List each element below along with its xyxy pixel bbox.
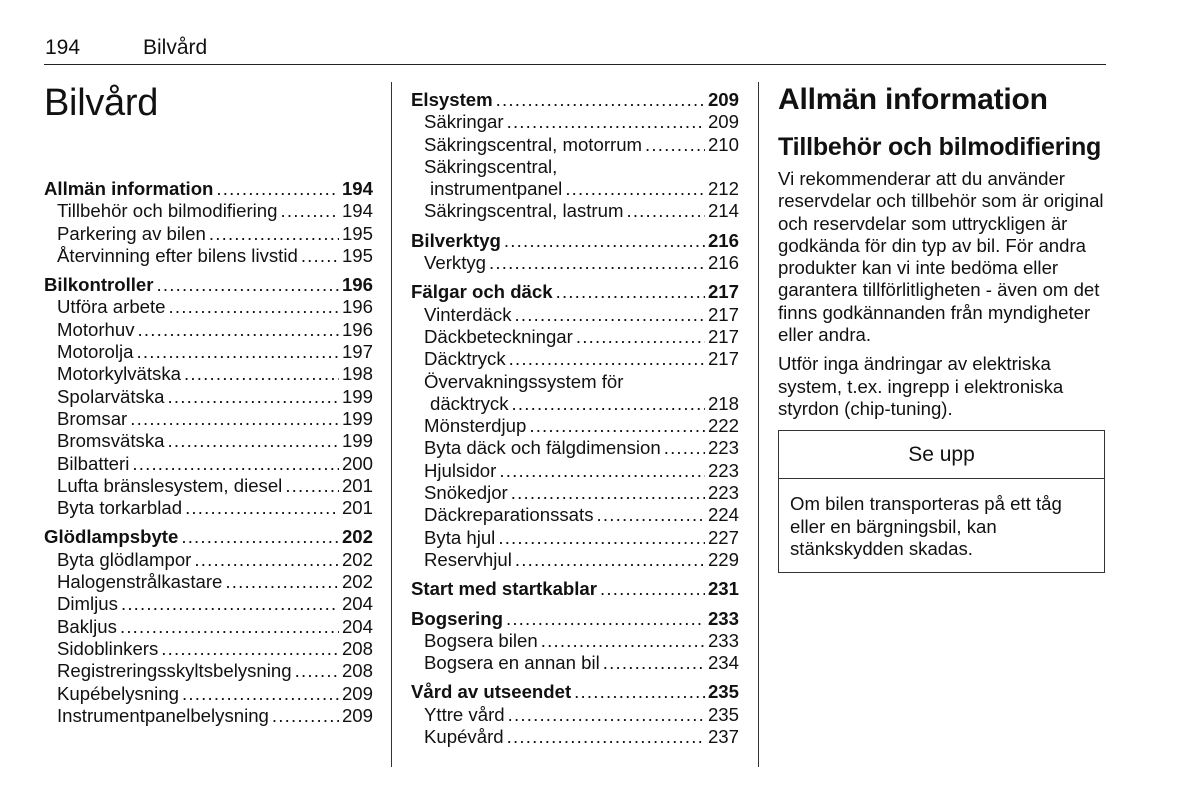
toc-entry bbox=[411, 726, 739, 748]
toc-section-entry bbox=[411, 89, 739, 111]
warning-title: Se upp bbox=[779, 431, 1104, 479]
toc-entry-label: Motorhuv bbox=[57, 318, 135, 340]
toc-page-number: 234 bbox=[707, 652, 739, 674]
toc-page-number: 229 bbox=[707, 548, 739, 570]
toc-entry-label: Glödlampsbyte bbox=[44, 526, 179, 548]
toc-entry bbox=[411, 348, 739, 370]
toc-entry bbox=[411, 527, 739, 549]
dot-leader bbox=[285, 475, 339, 497]
toc-entry-label: Bilkontroller bbox=[44, 274, 154, 296]
toc-page-number: 217 bbox=[707, 325, 739, 347]
toc-entry bbox=[44, 616, 373, 638]
toc-page-number: 204 bbox=[341, 615, 373, 637]
toc-entry bbox=[411, 304, 739, 326]
toc-entry-label: Registreringsskyltsbelysning bbox=[57, 660, 292, 682]
dot-leader bbox=[280, 200, 338, 222]
toc-entry bbox=[44, 319, 373, 341]
toc-entry-label: Säkringscentral, bbox=[424, 155, 558, 177]
toc-page-number: 194 bbox=[341, 200, 373, 222]
toc-entry bbox=[44, 296, 373, 318]
toc-page-number: 218 bbox=[707, 392, 739, 414]
toc-page-number: 209 bbox=[707, 111, 739, 133]
toc-entry-label: Dimljus bbox=[57, 593, 118, 615]
dot-leader bbox=[120, 616, 339, 638]
dot-leader bbox=[574, 681, 705, 703]
dot-leader bbox=[216, 178, 339, 200]
toc-entry-label: Utföra arbete bbox=[57, 296, 166, 318]
content-column bbox=[778, 82, 1108, 573]
toc-entry-label: Start med startkablar bbox=[411, 578, 598, 600]
toc-entry bbox=[411, 200, 739, 222]
dot-leader bbox=[507, 111, 705, 133]
toc-column-middle bbox=[411, 89, 739, 748]
toc-page-number: 201 bbox=[341, 474, 373, 496]
toc-entry bbox=[411, 549, 739, 571]
dot-leader bbox=[600, 578, 705, 600]
toc-entry-label: Motorkylvätska bbox=[57, 363, 181, 385]
dot-leader bbox=[515, 304, 705, 326]
toc-entry-label: Byta hjul bbox=[424, 526, 496, 548]
toc-entry-label: Allmän information bbox=[44, 178, 214, 199]
toc-page-number: 227 bbox=[707, 526, 739, 548]
toc-section-entry bbox=[411, 281, 739, 303]
toc-entry-label: Bilverktyg bbox=[411, 229, 501, 251]
dot-leader bbox=[301, 245, 339, 267]
toc-entry bbox=[44, 660, 373, 682]
dot-leader bbox=[499, 460, 705, 482]
toc-entry bbox=[411, 630, 739, 652]
dot-leader bbox=[136, 341, 338, 363]
dot-leader bbox=[489, 252, 705, 274]
toc-page-number: 194 bbox=[341, 178, 373, 199]
dot-leader bbox=[185, 497, 339, 519]
dot-leader bbox=[181, 526, 339, 548]
toc-page-number: 212 bbox=[707, 178, 739, 200]
dot-leader bbox=[645, 134, 705, 156]
dot-leader bbox=[130, 408, 339, 430]
dot-leader bbox=[209, 223, 339, 245]
toc-entry-label: Bogsera bilen bbox=[424, 629, 538, 651]
dot-leader bbox=[295, 660, 339, 682]
dot-leader bbox=[565, 178, 705, 200]
toc-entry bbox=[44, 245, 373, 267]
dot-leader bbox=[121, 593, 339, 615]
toc-entry bbox=[44, 386, 373, 408]
toc-entry-label: Kupévård bbox=[424, 726, 504, 748]
paragraph: Utför inga ändringar av elektriska system, t.ex. ingrepp i elektroniska styrdon (chip-tuning). bbox=[778, 353, 1064, 419]
toc-entry bbox=[411, 178, 739, 200]
toc-page-number: 217 bbox=[707, 348, 739, 370]
toc-section-entry bbox=[411, 230, 739, 252]
toc-entry bbox=[411, 326, 739, 348]
dot-leader bbox=[498, 527, 705, 549]
toc-entry-label: däcktryck bbox=[430, 392, 509, 414]
toc-entry bbox=[44, 571, 373, 593]
toc-entry bbox=[411, 134, 739, 156]
toc-page-number: 217 bbox=[707, 281, 739, 303]
toc-page-number: 201 bbox=[341, 497, 373, 519]
toc-entry-label: Säkringscentral, lastrum bbox=[424, 200, 624, 222]
toc-entry bbox=[411, 704, 739, 726]
header-rule bbox=[44, 64, 1106, 65]
toc-section-entry bbox=[411, 681, 739, 703]
toc-page-number: 196 bbox=[341, 318, 373, 340]
toc-entry-label: Säkringscentral, motorrum bbox=[424, 133, 643, 155]
toc-entry bbox=[44, 475, 373, 497]
toc-entry bbox=[411, 156, 739, 178]
toc-page-number: 223 bbox=[707, 459, 739, 481]
toc-page-number: 199 bbox=[341, 430, 373, 452]
toc-entry bbox=[44, 200, 373, 222]
dot-leader bbox=[626, 200, 705, 222]
toc-entry bbox=[411, 371, 739, 393]
toc-entry bbox=[44, 341, 373, 363]
toc-entry-label: Däckbeteckningar bbox=[424, 325, 573, 347]
toc-entry bbox=[44, 363, 373, 385]
toc-page-number: 208 bbox=[341, 637, 373, 659]
toc-entry-label: Reservhjul bbox=[424, 548, 512, 570]
section-heading: Allmän information bbox=[778, 83, 1048, 116]
toc-page-number: 209 bbox=[341, 682, 373, 704]
toc-entry-label: Parkering av bilen bbox=[57, 222, 206, 244]
dot-leader bbox=[664, 437, 705, 459]
toc-entry-label: Bilbatteri bbox=[57, 452, 130, 474]
dot-leader bbox=[515, 549, 705, 571]
dot-leader bbox=[182, 683, 339, 705]
dot-leader bbox=[194, 549, 339, 571]
toc-page-number: 237 bbox=[707, 726, 739, 748]
toc-entry-label: Bogsera en annan bil bbox=[424, 652, 600, 674]
toc-entry bbox=[44, 593, 373, 615]
column-divider-right bbox=[758, 82, 759, 767]
toc-section-entry bbox=[44, 526, 373, 548]
toc-entry bbox=[411, 415, 739, 437]
dot-leader bbox=[509, 348, 705, 370]
dot-leader bbox=[556, 281, 705, 303]
toc-entry bbox=[411, 460, 739, 482]
toc-entry-label: Tillbehör och bilmodifiering bbox=[57, 200, 278, 222]
toc-page-number: 202 bbox=[341, 548, 373, 570]
subsection-heading: Tillbehör och bilmodifiering bbox=[778, 133, 1102, 161]
toc-entry-label: Bakljus bbox=[57, 615, 117, 637]
toc-section-entry bbox=[411, 608, 739, 630]
toc-entry-label: Kupébelysning bbox=[57, 682, 179, 704]
toc-entry bbox=[44, 223, 373, 245]
toc-entry-label: Spolarvätska bbox=[57, 385, 165, 407]
toc-entry-label: Vinterdäck bbox=[424, 303, 512, 325]
toc-page-number: 200 bbox=[341, 452, 373, 474]
dot-leader bbox=[511, 482, 705, 504]
toc-page-number: 224 bbox=[707, 504, 739, 526]
column-divider-left bbox=[391, 82, 392, 767]
toc-page-number: 202 bbox=[341, 571, 373, 593]
toc-section-entry bbox=[44, 274, 373, 296]
toc-entry-label: Återvinning efter bilens livstid bbox=[57, 244, 298, 266]
toc-entry-label: Lufta bränslesystem, diesel bbox=[57, 474, 283, 496]
toc-entry-label: instrumentpanel bbox=[430, 178, 563, 200]
toc-page-number: 231 bbox=[707, 578, 739, 600]
toc-page-number: 199 bbox=[341, 407, 373, 429]
toc-section-entry bbox=[411, 578, 739, 600]
dot-leader bbox=[225, 571, 339, 593]
toc-page-number: 235 bbox=[707, 703, 739, 725]
toc-entry-label: Verktyg bbox=[424, 252, 487, 274]
toc-page-number: 208 bbox=[341, 660, 373, 682]
dot-leader bbox=[506, 608, 705, 630]
page-number: 194 bbox=[45, 36, 81, 59]
toc-entry-label: Halogenstrålkastare bbox=[57, 571, 223, 593]
dot-leader bbox=[272, 705, 339, 727]
dot-leader bbox=[508, 704, 705, 726]
toc-page-number: 216 bbox=[707, 252, 739, 274]
toc-page-number: 216 bbox=[707, 229, 739, 251]
toc-entry-label: Motorolja bbox=[57, 341, 134, 363]
toc-entry-label: Elsystem bbox=[411, 89, 493, 110]
header-section: Bilvård bbox=[143, 36, 208, 59]
dot-leader bbox=[597, 504, 705, 526]
toc-page-number: 222 bbox=[707, 415, 739, 437]
toc-entry-label: Bogsering bbox=[411, 607, 503, 629]
dot-leader bbox=[512, 393, 705, 415]
toc-page-number: 196 bbox=[341, 296, 373, 318]
toc-page-number: 235 bbox=[707, 681, 739, 703]
toc-page-number: 202 bbox=[341, 526, 373, 548]
dot-leader bbox=[507, 726, 705, 748]
running-header bbox=[45, 36, 207, 60]
toc-page-number: 195 bbox=[341, 222, 373, 244]
toc-entry bbox=[44, 683, 373, 705]
toc-page-number: 199 bbox=[341, 385, 373, 407]
toc-entry-label: Instrumentpanelbelysning bbox=[57, 704, 269, 726]
toc-entry-label: Byta torkarblad bbox=[57, 497, 183, 519]
toc-entry-label: Vård av utseendet bbox=[411, 681, 572, 703]
dot-leader bbox=[541, 630, 705, 652]
toc-entry bbox=[44, 705, 373, 727]
dot-leader bbox=[168, 386, 339, 408]
toc-entry-label: Yttre vård bbox=[424, 703, 505, 725]
toc-entry-label: Mönsterdjup bbox=[424, 415, 527, 437]
toc-page-number: 217 bbox=[707, 303, 739, 325]
dot-leader bbox=[576, 326, 705, 348]
toc-entry bbox=[44, 638, 373, 660]
toc-page-number: 223 bbox=[707, 482, 739, 504]
toc-entry bbox=[411, 504, 739, 526]
dot-leader bbox=[138, 319, 339, 341]
toc-page-number: 209 bbox=[341, 704, 373, 726]
dot-leader bbox=[603, 652, 705, 674]
dot-leader bbox=[161, 638, 339, 660]
warning-box bbox=[778, 430, 1105, 573]
toc-entry-label: Bromsvätska bbox=[57, 430, 165, 452]
dot-leader bbox=[504, 230, 705, 252]
toc-entry-label: Däcktryck bbox=[424, 348, 506, 370]
toc-entry bbox=[44, 549, 373, 571]
toc-entry bbox=[44, 453, 373, 475]
toc-page-number: 233 bbox=[707, 607, 739, 629]
dot-leader bbox=[132, 453, 339, 475]
toc-page-number: 209 bbox=[707, 89, 739, 110]
toc-entry bbox=[411, 652, 739, 674]
toc-entry bbox=[44, 497, 373, 519]
toc-entry-label: Däckreparationssats bbox=[424, 504, 594, 526]
dot-leader bbox=[184, 363, 339, 385]
toc-page-number: 197 bbox=[341, 341, 373, 363]
toc-entry bbox=[411, 252, 739, 274]
paragraph: Vi rekommenderar att du använder reservdelar och tillbehör som är original och reservdelar som uttryckligen är godkända för din typ av bil. För andra produkter kan vi inte bedöma eller garantera tillförlitligheten - även om det finns godkännanden från myndigheter eller andra. bbox=[778, 168, 1104, 346]
toc-entry bbox=[411, 111, 739, 133]
toc-entry-label: Byta glödlampor bbox=[57, 548, 192, 570]
toc-page-number: 204 bbox=[341, 593, 373, 615]
dot-leader bbox=[169, 296, 339, 318]
toc-entry bbox=[411, 482, 739, 504]
toc-entry bbox=[411, 393, 739, 415]
toc-entry bbox=[44, 430, 373, 452]
dot-leader bbox=[157, 274, 339, 296]
warning-body: Om bilen transporteras på ett tåg eller en bärgningsbil, kan stänkskydden skadas. bbox=[790, 493, 1062, 559]
toc-section-entry bbox=[44, 178, 373, 200]
dot-leader bbox=[167, 430, 339, 452]
toc-page-number: 210 bbox=[707, 133, 739, 155]
toc-entry-label: Bromsar bbox=[57, 407, 128, 429]
toc-entry-label: Säkringar bbox=[424, 111, 504, 133]
toc-entry-label: Byta däck och fälgdimension bbox=[424, 437, 661, 459]
toc-entry bbox=[44, 408, 373, 430]
chapter-title: Bilvård bbox=[44, 82, 159, 124]
toc-entry-label: Hjulsidor bbox=[424, 459, 497, 481]
toc-page-number: 214 bbox=[707, 200, 739, 222]
toc-entry-label: Övervakningssystem för bbox=[424, 370, 624, 392]
toc-page-number: 223 bbox=[707, 437, 739, 459]
toc-page-number: 233 bbox=[707, 629, 739, 651]
toc-page-number: 198 bbox=[341, 363, 373, 385]
dot-leader bbox=[529, 415, 705, 437]
toc-page-number: 196 bbox=[341, 274, 373, 296]
toc-entry bbox=[411, 437, 739, 459]
toc-column-left bbox=[44, 178, 373, 727]
dot-leader bbox=[496, 89, 705, 111]
toc-entry-label: Fälgar och däck bbox=[411, 281, 553, 303]
toc-entry-label: Sidoblinkers bbox=[57, 637, 159, 659]
toc-entry-label: Snökedjor bbox=[424, 482, 508, 504]
toc-page-number: 195 bbox=[341, 244, 373, 266]
